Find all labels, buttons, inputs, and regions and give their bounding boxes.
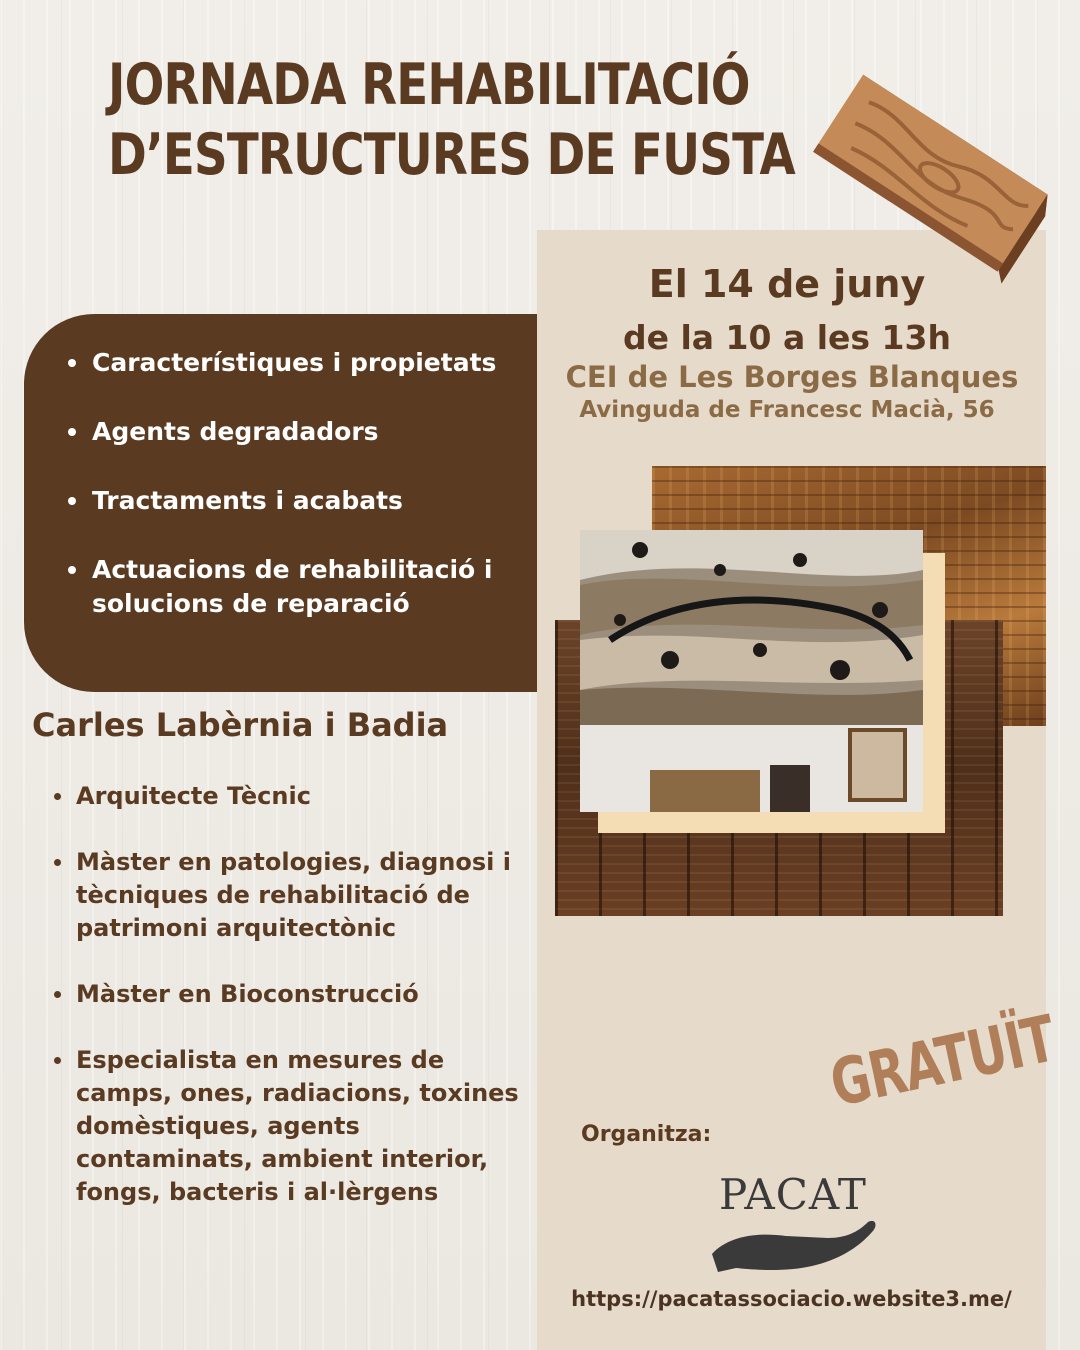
topic-item: Agents degradadors (92, 415, 532, 449)
title-line-2: D’ESTRUCTURES DE FUSTA (108, 122, 795, 188)
event-title (108, 50, 795, 190)
pacat-logo (708, 1170, 878, 1274)
topic-item: Tractaments i acabats (92, 484, 532, 518)
event-place: CEI de Les Borges Blanques (565, 360, 1019, 394)
event-address: Avinguda de Francesc Macià, 56 (579, 397, 995, 423)
event-time: de la 10 a les 13h (623, 318, 951, 357)
credential-item: Màster en patologies, diagnosi i tècniques de rehabilitació de patrimoni arquitectònic (76, 846, 536, 945)
logo-text: PACAT (719, 1170, 867, 1219)
speaker-credentials (76, 780, 536, 1242)
damaged-beams-photo (580, 530, 923, 812)
credential-item: Arquitecte Tècnic (76, 780, 536, 813)
free-badge: GRATUÏT (824, 1002, 1062, 1122)
topic-item: Característiques i propietats (92, 346, 532, 380)
website-link[interactable]: https://pacatassociacio.website3.me/ (571, 1287, 1012, 1311)
topic-item: Actuacions de rehabilitació i solucions de reparació (92, 553, 532, 621)
organizer-label: Organitza: (581, 1122, 712, 1147)
credential-item: Especialista en mesures de camps, ones, radiacions, toxines domèstiques, agents contaminats, ambient interior, fongs, bacteris i al·lèrgens (76, 1044, 536, 1209)
hand-icon (708, 1214, 878, 1274)
event-date: El 14 de juny (648, 262, 926, 306)
title-line-1: JORNADA REHABILITACIÓ (108, 52, 750, 118)
topics-list (92, 346, 532, 656)
credential-item: Màster en Bioconstrucció (76, 978, 536, 1011)
speaker-name: Carles Labèrnia i Badia (32, 706, 449, 744)
